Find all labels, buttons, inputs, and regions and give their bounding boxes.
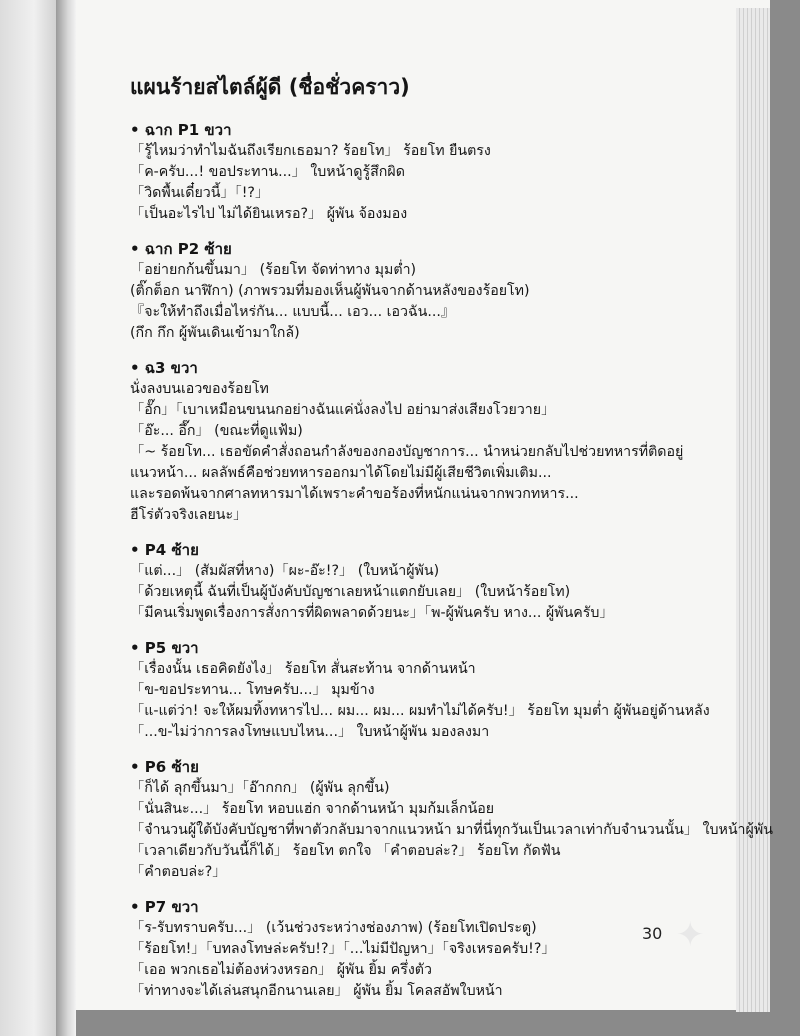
script-line: 「เวลาเดียวกับวันนี้ก็ได้」 ร้อยโท ตกใจ 「คำตอบล่ะ?」 ร้อยโท กัดฟัน [130, 843, 561, 859]
script-line: (กึก กึก ผู้พันเดินเข้ามาใกล้) [130, 325, 300, 341]
scene-list [130, 120, 790, 1002]
page-content [130, 72, 790, 1016]
script-line: 「ก็ได้ ลุกขึ้นมา」「อ๊ากกก」 (ผู้พัน ลุกขึ้น) [130, 780, 390, 796]
sparkle-icon: ✦ [676, 915, 705, 955]
script-line: 「อย่ายกก้นขึ้นมา」 (ร้อยโท จัดท่าทาง มุมต่ำ) [130, 262, 417, 278]
scene-block [130, 638, 790, 743]
script-line: (ติ๊กต็อก นาฬิกา) (ภาพรวมที่มองเห็นผู้พันจากด้านหลังของร้อยโท) [130, 283, 530, 299]
script-line: 「แต่...」 (สัมผัสที่หาง)「ผะ-อ๊ะ!?」 (ใบหน้าผู้พัน) [130, 563, 440, 579]
script-line: 「วิดพื้นเดี๋ยวนี้」「!?」 [130, 185, 270, 201]
page-title: แผนร้ายสไตล์ผู้ดี (ชื่อชั่วคราว) [130, 75, 410, 99]
script-line: 「อ๊ะ... อึ๊ก」 (ขณะที่ดูแฟ้ม) [130, 423, 303, 439]
script-line: และรอดพ้นจากศาลทหารมาได้เพราะคำขอร้องที่หนักแน่นจากพวกทหาร... [130, 486, 579, 502]
script-line: 「ท่าทางจะได้เล่นสนุกอีกนานเลย」 ผู้พัน ยิ้ม โคลสอัพใบหน้า [130, 983, 503, 999]
script-line: 「แ-แต่ว่า! จะให้ผมทิ้งทหารไป... ผม... ผม... ผมทำไม่ได้ครับ!」 ร้อยโท มุมต่ำ ผู้พันอยู่ด้านหลัง [130, 703, 710, 719]
script-line: 「นั่นสินะ...」 ร้อยโท หอบแฮ่ก จากด้านหน้า มุมก้มเล็กน้อย [130, 801, 495, 817]
script-line: 「เออ พวกเธอไม่ต้องห่วงหรอก」 ผู้พัน ยิ้ม ครึ่งตัว [130, 962, 432, 978]
scene-block [130, 757, 790, 883]
script-line: 「เรื่องนั้น เธอคิดยังไง」 ร้อยโท สั่นสะท้าน จากด้านหน้า [130, 661, 476, 677]
script-line: 「อั๊ก」「เบาเหมือนขนนกอย่างฉันแค่นั่งลงไป อย่ามาส่งเสียงโวยวาย」 [130, 402, 556, 418]
scene-heading: • ฉาก P1 ขวา [130, 121, 232, 139]
script-line: นั่งลงบนเอวของร้อยโท [130, 381, 269, 397]
script-line: 「ร้อยโท!」「บทลงโทษล่ะครับ!?」「...ไม่มีปัญหา」「จริงเหรอครับ!?」 [130, 941, 556, 957]
script-line: 「เป็นอะไรไป ไม่ได้ยินเหรอ?」 ผู้พัน จ้องมอง [130, 206, 408, 222]
script-line: 「...ข-ไม่ว่าการลงโทษแบบไหน...」 ใบหน้าผู้พัน มองลงมา [130, 724, 490, 740]
script-line: 「รู้ไหมว่าทำไมฉันถึงเรียกเธอมา? ร้อยโท」 ร้อยโท ยืนตรง [130, 143, 491, 159]
scene-block [130, 120, 790, 225]
scene-heading: • P6 ซ้าย [130, 758, 199, 776]
scene-block [130, 358, 790, 526]
script-line: 「ร-รับทราบครับ...」 (เว้นช่วงระหว่างช่องภาพ) (ร้อยโทเปิดประตู) [130, 920, 537, 936]
scene-heading: • P4 ซ้าย [130, 541, 199, 559]
scene-heading: • ฉาก P2 ซ้าย [130, 240, 232, 258]
script-line: แนวหน้า... ผลลัพธ์คือช่วยทหารออกมาได้โดยไม่มีผู้เสียชีวิตเพิ่มเติม... [130, 465, 552, 481]
scene-heading: • P7 ขวา [130, 898, 199, 916]
scene-heading: • ฉ3 ขวา [130, 359, 198, 377]
scene-heading: • P5 ขวา [130, 639, 199, 657]
script-line: 『จะให้ทำถึงเมื่อไหร่กัน... แบบนี้... เอว... เอวฉัน...』 [130, 304, 456, 320]
script-line: 「~ ร้อยโท... เธอขัดคำสั่งถอนกำลังของกองบัญชาการ... นำหน่วยกลับไปช่วยทหารที่ติดอยู่ [130, 444, 684, 460]
page-number: 30 [642, 924, 663, 943]
scene-block [130, 540, 790, 624]
script-line: 「ข-ขอประทาน... โทษครับ...」 มุมข้าง [130, 682, 375, 698]
script-line: 「คำตอบล่ะ?」 [130, 864, 227, 880]
book-gutter [56, 0, 76, 1036]
script-line: ฮีโร่ตัวจริงเลยนะ」 [130, 507, 248, 523]
script-line: 「ด้วยเหตุนี้ ฉันที่เป็นผู้บังคับบัญชาเลยหน้าแตกยับเลย」 (ใบหน้าร้อยโท) [130, 584, 571, 600]
script-line: 「ค-ครับ...! ขอประทาน...」 ใบหน้าดูรู้สึกผิด [130, 164, 405, 180]
script-line: 「มีคนเริ่มพูดเรื่องการสั่งการที่ผิดพลาดด้วยนะ」「พ-ผู้พันครับ หาง... ผู้พันครับ」 [130, 605, 614, 621]
script-line: 「จำนวนผู้ใต้บังคับบัญชาที่พาตัวกลับมาจากแนวหน้า มาที่นี่ทุกวันเป็นเวลาเท่ากับจำนวนนั้น」 ใบหน้าผู้พัน [130, 822, 773, 838]
scene-block [130, 239, 790, 344]
left-page-edge [0, 0, 62, 1036]
